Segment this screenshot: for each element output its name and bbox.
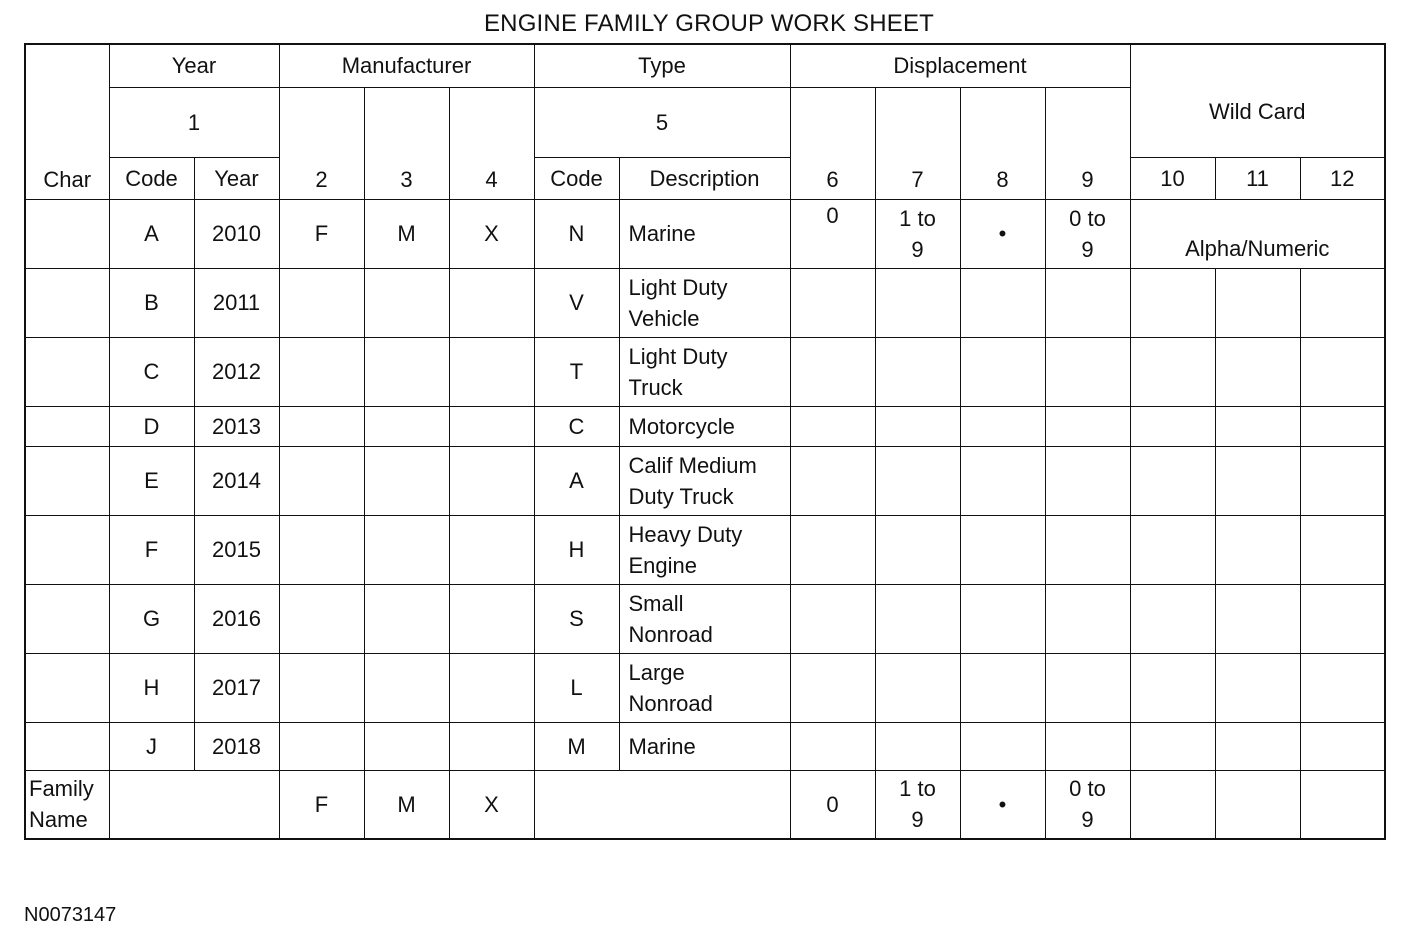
wild-11-cell [1215,653,1300,722]
type-description-cell: Calif Medium Duty Truck [619,446,790,515]
year-cell: 2010 [194,199,279,268]
year-code-cell: G [109,584,194,653]
manufacturer-3-cell [364,406,449,446]
year-cell: 2011 [194,268,279,337]
wild-card-cell: Alpha/Numeric [1130,199,1385,268]
year-cell: 2018 [194,722,279,770]
char-cell [25,653,109,722]
wild-card-header: Wild Card [1130,44,1385,157]
displacement-group-header: Displacement [790,44,1130,87]
family-displacement-8-cell: • [960,770,1045,839]
wild-12-cell [1300,268,1385,337]
displacement-6-cell: 0 [790,199,875,268]
displacement-7-cell [875,337,960,406]
engine-family-table [24,43,1386,840]
displacement-8-cell [960,653,1045,722]
manufacturer-4-cell: X [449,199,534,268]
type-code-header: Code [534,157,619,199]
family-name-label: Family Name [25,770,109,839]
manufacturer-3-cell [364,337,449,406]
wild-10-cell [1130,722,1215,770]
type-code-cell: T [534,337,619,406]
displacement-8-cell [960,406,1045,446]
displacement-7-cell [875,584,960,653]
type-description-cell: Marine [619,199,790,268]
manufacturer-3-cell [364,722,449,770]
family-type-cell [534,770,790,839]
family-displacement-6-cell: 0 [790,770,875,839]
displacement-9-cell [1045,584,1130,653]
wild-10-cell [1130,584,1215,653]
displacement-9-cell [1045,722,1130,770]
wild-11-cell [1215,337,1300,406]
year-cell: 2013 [194,406,279,446]
manufacturer-2-cell [279,337,364,406]
displacement-9-cell [1045,515,1130,584]
displacement-6-cell [790,515,875,584]
manufacturer-3-cell [364,584,449,653]
year-cell: 2017 [194,653,279,722]
table-row [25,722,1385,770]
wild-12-cell [1300,653,1385,722]
displacement-6-cell [790,584,875,653]
manufacturer-3-cell: M [364,199,449,268]
displacement-7-cell [875,406,960,446]
year-code-cell: D [109,406,194,446]
type-description-cell: Small Nonroad [619,584,790,653]
char-cell [25,722,109,770]
table-row [25,337,1385,406]
wild-12-cell [1300,584,1385,653]
position-9-header: 9 [1045,87,1130,199]
family-manufacturer-2-cell: F [279,770,364,839]
char-cell [25,337,109,406]
table-row [25,268,1385,337]
displacement-7-cell [875,653,960,722]
wild-11-cell [1215,515,1300,584]
type-code-cell: N [534,199,619,268]
family-wild-12-cell [1300,770,1385,839]
type-description-cell: Marine [619,722,790,770]
position-10-header: 10 [1130,157,1215,199]
family-year-cell [109,770,279,839]
manufacturer-3-cell [364,515,449,584]
manufacturer-4-cell [449,722,534,770]
manufacturer-2-cell [279,653,364,722]
type-description-cell: Light Duty Vehicle [619,268,790,337]
displacement-6-cell [790,406,875,446]
type-code-cell: C [534,406,619,446]
table-row [25,653,1385,722]
table-row [25,515,1385,584]
wild-12-cell [1300,446,1385,515]
displacement-8-cell [960,584,1045,653]
char-cell [25,199,109,268]
type-description-cell: Heavy Duty Engine [619,515,790,584]
wild-11-cell [1215,446,1300,515]
displacement-7-cell [875,268,960,337]
manufacturer-4-cell [449,653,534,722]
year-cell: 2016 [194,584,279,653]
type-description-cell: Light Duty Truck [619,337,790,406]
wild-10-cell [1130,337,1215,406]
position-8-header: 8 [960,87,1045,199]
family-displacement-7-cell: 1 to 9 [875,770,960,839]
displacement-6-cell [790,653,875,722]
column-header-row [25,157,1385,199]
manufacturer-2-cell [279,515,364,584]
displacement-9-cell [1045,446,1130,515]
wild-12-cell [1300,515,1385,584]
char-cell [25,406,109,446]
manufacturer-2-cell [279,406,364,446]
displacement-9-cell [1045,406,1130,446]
year-cell: 2012 [194,337,279,406]
displacement-7-cell [875,446,960,515]
manufacturer-2-cell [279,722,364,770]
manufacturer-group-header: Manufacturer [279,44,534,87]
type-code-cell: A [534,446,619,515]
type-description-cell: Large Nonroad [619,653,790,722]
wild-11-cell [1215,584,1300,653]
displacement-9-cell [1045,337,1130,406]
position-1-header: 1 [109,87,279,157]
wild-10-cell [1130,653,1215,722]
displacement-8-cell [960,515,1045,584]
table-row [25,406,1385,446]
year-group-header: Year [109,44,279,87]
year-code-cell: C [109,337,194,406]
year-code-cell: F [109,515,194,584]
family-manufacturer-4-cell: X [449,770,534,839]
wild-12-cell [1300,337,1385,406]
figure-reference-code: N0073147 [24,904,117,926]
year-code-cell: J [109,722,194,770]
manufacturer-2-cell [279,268,364,337]
wild-10-cell [1130,406,1215,446]
char-header: Char [25,44,109,199]
family-displacement-9-cell: 0 to 9 [1045,770,1130,839]
year-cell: 2014 [194,446,279,515]
position-7-header: 7 [875,87,960,199]
wild-12-cell [1300,722,1385,770]
type-code-cell: V [534,268,619,337]
char-cell [25,268,109,337]
year-code-cell: B [109,268,194,337]
type-code-cell: M [534,722,619,770]
type-description-cell: Motorcycle [619,406,790,446]
displacement-9-cell: 0 to 9 [1045,199,1130,268]
position-4-header: 4 [449,87,534,199]
manufacturer-4-cell [449,446,534,515]
wild-11-cell [1215,722,1300,770]
family-wild-11-cell [1215,770,1300,839]
manufacturer-2-cell [279,584,364,653]
type-description-header: Description [619,157,790,199]
manufacturer-4-cell [449,406,534,446]
displacement-7-cell [875,515,960,584]
table-row [25,446,1385,515]
manufacturer-4-cell [449,268,534,337]
type-code-cell: S [534,584,619,653]
wild-11-cell [1215,268,1300,337]
wild-10-cell [1130,515,1215,584]
manufacturer-2-cell [279,446,364,515]
displacement-6-cell [790,268,875,337]
manufacturer-3-cell [364,268,449,337]
position-5-header: 5 [534,87,790,157]
table-row [25,584,1385,653]
manufacturer-3-cell [364,653,449,722]
wild-10-cell [1130,446,1215,515]
char-cell [25,515,109,584]
year-code-cell: A [109,199,194,268]
family-wild-10-cell [1130,770,1215,839]
manufacturer-3-cell [364,446,449,515]
table-row [25,199,1385,268]
position-11-header: 11 [1215,157,1300,199]
type-code-cell: L [534,653,619,722]
displacement-9-cell [1045,268,1130,337]
wild-10-cell [1130,268,1215,337]
displacement-6-cell [790,722,875,770]
manufacturer-2-cell: F [279,199,364,268]
displacement-7-cell: 1 to 9 [875,199,960,268]
displacement-8-cell [960,722,1045,770]
manufacturer-4-cell [449,337,534,406]
displacement-8-cell [960,446,1045,515]
position-6-header: 6 [790,87,875,199]
displacement-8-cell: • [960,199,1045,268]
worksheet-title: ENGINE FAMILY GROUP WORK SHEET [483,10,935,37]
displacement-6-cell [790,337,875,406]
year-header: Year [194,157,279,199]
position-12-header: 12 [1300,157,1385,199]
year-code-cell: H [109,653,194,722]
displacement-6-cell [790,446,875,515]
type-code-cell: H [534,515,619,584]
year-code-header: Code [109,157,194,199]
displacement-8-cell [960,337,1045,406]
year-code-cell: E [109,446,194,515]
family-manufacturer-3-cell: M [364,770,449,839]
manufacturer-4-cell [449,584,534,653]
position-3-header: 3 [364,87,449,199]
position-2-header: 2 [279,87,364,199]
manufacturer-4-cell [449,515,534,584]
wild-12-cell [1300,406,1385,446]
year-cell: 2015 [194,515,279,584]
displacement-9-cell [1045,653,1130,722]
group-header-row [25,44,1385,87]
displacement-8-cell [960,268,1045,337]
char-cell [25,446,109,515]
char-cell [25,584,109,653]
family-name-row [25,770,1385,839]
wild-11-cell [1215,406,1300,446]
displacement-7-cell [875,722,960,770]
type-group-header: Type [534,44,790,87]
